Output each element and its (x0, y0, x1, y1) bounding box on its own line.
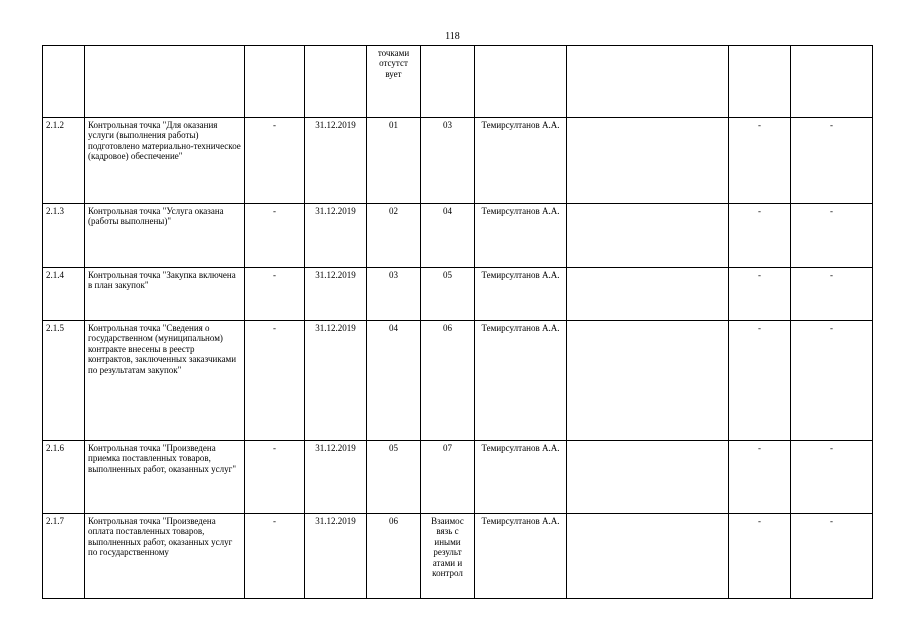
cell-responsible: Темирсултанов А.А. (475, 321, 567, 441)
cell-end-date: 31.12.2019 (305, 514, 367, 599)
cell-responsible: Темирсултанов А.А. (475, 514, 567, 599)
cell-f2: - (791, 514, 873, 599)
cell-end-date: 31.12.2019 (305, 204, 367, 268)
cell-event: Контрольная точка "Сведения о государственном (муниципальном) контракте внесены в реестр контрактов, заключенных заказчиками по результатам закупок" (85, 321, 245, 441)
cell-link (421, 46, 475, 118)
cell-note (567, 441, 729, 514)
cell-note (567, 204, 729, 268)
cell-f1: - (729, 118, 791, 204)
cell-start-date: - (245, 441, 305, 514)
cell-responsible: Темирсултанов А.А. (475, 118, 567, 204)
cell-end-date: 31.12.2019 (305, 268, 367, 321)
cell-start-date (245, 46, 305, 118)
table-row (43, 321, 873, 441)
cell-end-date: 31.12.2019 (305, 118, 367, 204)
cell-f2: - (791, 321, 873, 441)
cell-number (43, 46, 85, 118)
cell-number: 2.1.4 (43, 268, 85, 321)
cell-end-date: 31.12.2019 (305, 321, 367, 441)
cell-link: 03 (421, 118, 475, 204)
cell-link: 06 (421, 321, 475, 441)
cell-link: Взаимос вязь с иными результ атами и контрол (421, 514, 475, 599)
cell-f1: - (729, 321, 791, 441)
cell-event (85, 46, 245, 118)
cell-note (567, 514, 729, 599)
control-points-table (42, 45, 873, 599)
cell-code: 03 (367, 268, 421, 321)
cell-event: Контрольная точка "Для оказания услуги (выполнения работы) подготовлено материально-техническое (кадровое) обеспечение" (85, 118, 245, 204)
cell-f1: - (729, 441, 791, 514)
cell-event: Контрольная точка "Услуга оказана (работы выполнены)" (85, 204, 245, 268)
cell-end-date (305, 46, 367, 118)
table-row (43, 268, 873, 321)
cell-responsible: Темирсултанов А.А. (475, 268, 567, 321)
cell-f2: - (791, 204, 873, 268)
cell-link: 07 (421, 441, 475, 514)
table-row (43, 514, 873, 599)
cell-link: 05 (421, 268, 475, 321)
cell-number: 2.1.6 (43, 441, 85, 514)
cell-start-date: - (245, 204, 305, 268)
cell-start-date: - (245, 514, 305, 599)
cell-f1: - (729, 204, 791, 268)
cell-responsible: Темирсултанов А.А. (475, 441, 567, 514)
cell-f1: - (729, 514, 791, 599)
cell-responsible: Темирсултанов А.А. (475, 204, 567, 268)
cell-f1 (729, 46, 791, 118)
cell-event: Контрольная точка "Закупка включена в план закупок" (85, 268, 245, 321)
table-row (43, 441, 873, 514)
cell-f2: - (791, 268, 873, 321)
table-row (43, 118, 873, 204)
table-row-continuation (43, 46, 873, 118)
cell-start-date: - (245, 321, 305, 441)
cell-code: 06 (367, 514, 421, 599)
cell-start-date: - (245, 268, 305, 321)
cell-code: 05 (367, 441, 421, 514)
cell-f2 (791, 46, 873, 118)
table-row (43, 204, 873, 268)
cell-note (567, 268, 729, 321)
cell-note (567, 321, 729, 441)
cell-f2: - (791, 441, 873, 514)
cell-number: 2.1.5 (43, 321, 85, 441)
cell-note (567, 118, 729, 204)
cell-number: 2.1.7 (43, 514, 85, 599)
cell-number: 2.1.2 (43, 118, 85, 204)
cell-number: 2.1.3 (43, 204, 85, 268)
cell-code: 01 (367, 118, 421, 204)
cell-continuation-text: точками отсутст вует (367, 46, 421, 118)
cell-f1: - (729, 268, 791, 321)
cell-end-date: 31.12.2019 (305, 441, 367, 514)
cell-f2: - (791, 118, 873, 204)
cell-event: Контрольная точка "Произведена оплата поставленных товаров, выполненных работ, оказанных услуг по государственному (85, 514, 245, 599)
page-number: 118 (445, 31, 460, 42)
cell-code: 02 (367, 204, 421, 268)
cell-code: 04 (367, 321, 421, 441)
cell-note (567, 46, 729, 118)
cell-start-date: - (245, 118, 305, 204)
cell-event: Контрольная точка "Произведена приемка поставленных товаров, выполненных работ, оказанных услуг" (85, 441, 245, 514)
cell-link: 04 (421, 204, 475, 268)
cell-responsible (475, 46, 567, 118)
